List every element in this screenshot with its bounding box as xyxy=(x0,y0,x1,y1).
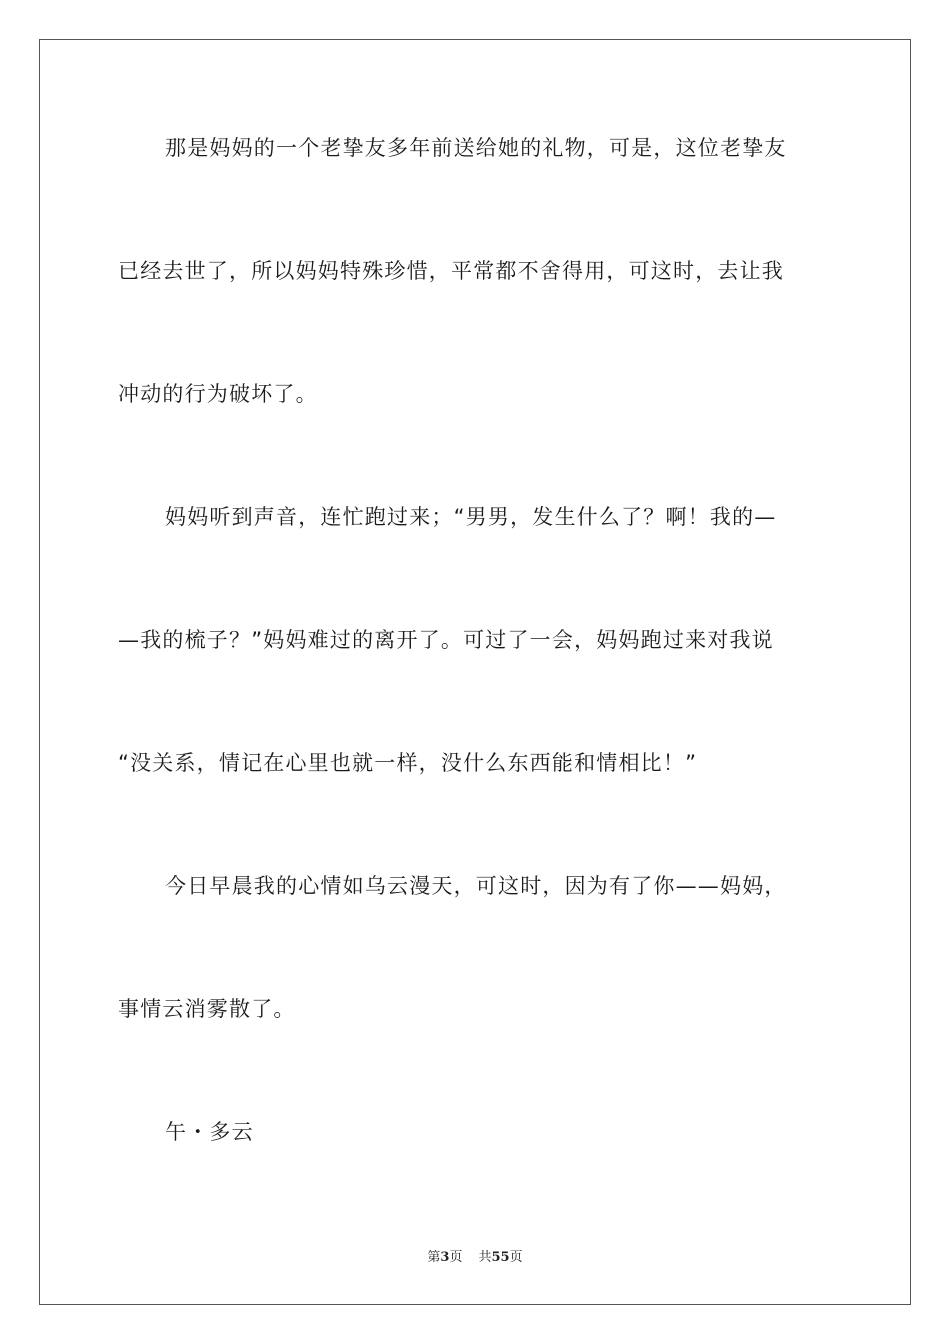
paragraph-line: —我的梳子？”妈妈难过的离开了。可过了一会，妈妈跑过来对我说 xyxy=(118,628,774,652)
page-footer xyxy=(0,1246,950,1265)
paragraph-line: 已经去世了，所以妈妈特殊珍惜，平常都不舍得用，可这时，去让我 xyxy=(118,259,784,283)
paragraph-line: 今日早晨我的心情如乌云漫天，可这时，因为有了你——妈妈， xyxy=(165,874,787,898)
paragraph-line: 事情云消雾散了。 xyxy=(118,997,296,1021)
document-body xyxy=(118,128,834,1235)
paragraph-line: 妈妈听到声音，连忙跑过来；“男男，发生什么了？啊！我的— xyxy=(165,505,777,529)
section-heading: 午・多云 xyxy=(165,1120,254,1144)
paragraph-line: 那是妈妈的一个老挚友多年前送给她的礼物，可是，这位老挚友 xyxy=(165,136,787,160)
page-number: 3 xyxy=(440,1250,450,1265)
total-pages: 55 xyxy=(491,1250,510,1265)
paragraph-line: 冲动的行为破坏了。 xyxy=(118,382,318,406)
paragraph-line: “没关系，情记在心里也就一样，没什么东西能和情相比！” xyxy=(118,751,698,775)
page-prefix: 第 xyxy=(427,1250,441,1265)
total-prefix: 共 xyxy=(478,1250,492,1265)
page-suffix: 页 xyxy=(449,1250,463,1265)
total-suffix: 页 xyxy=(509,1250,523,1265)
